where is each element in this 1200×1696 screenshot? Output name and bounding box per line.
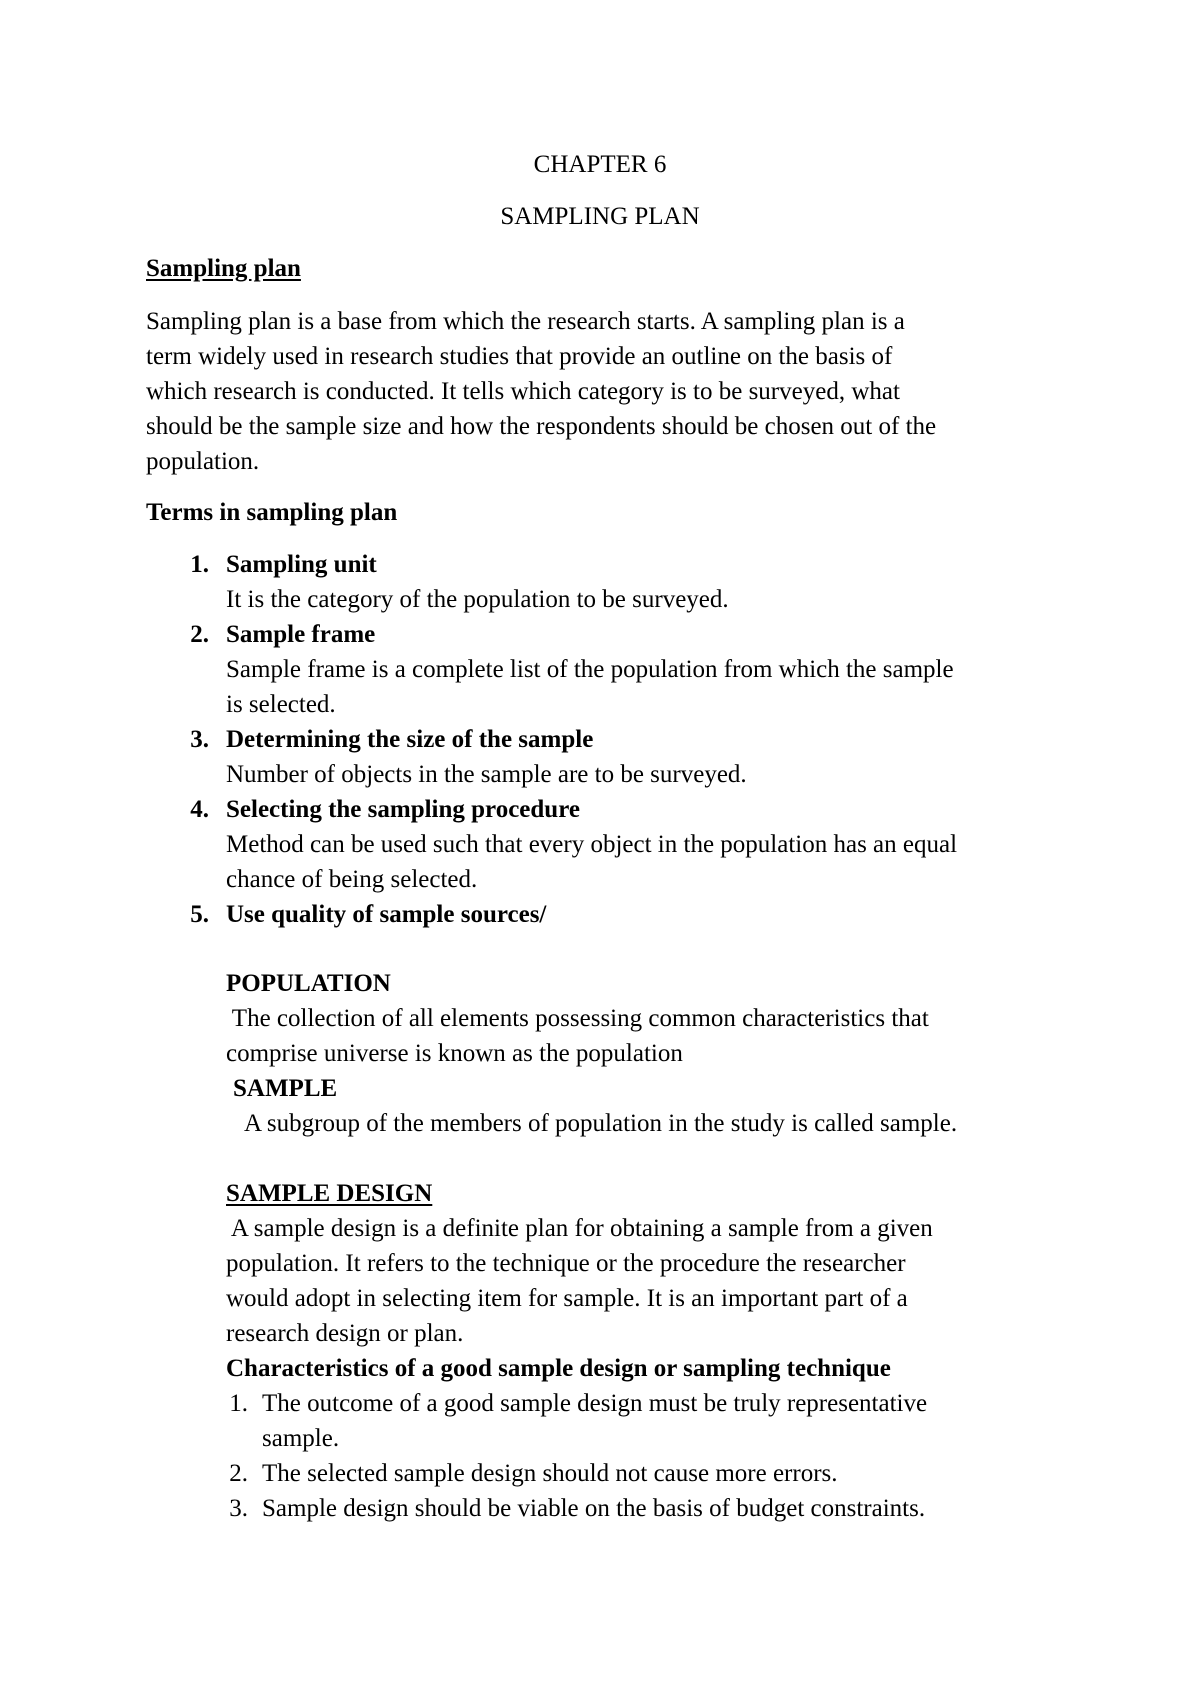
sampling-plan-line: Sampling plan is a base from which the research starts. A sampling plan is a bbox=[146, 308, 905, 335]
sampling-plan-line: population. bbox=[146, 448, 260, 475]
term-description: It is the category of the population to be surveyed. bbox=[226, 586, 729, 613]
list-number: 3. bbox=[229, 1495, 248, 1522]
term-title: Sample frame bbox=[226, 621, 376, 648]
term-title: Use quality of sample sources/ bbox=[226, 901, 547, 928]
list-number: 1. bbox=[190, 551, 209, 578]
term-description: Number of objects in the sample are to be surveyed. bbox=[226, 761, 747, 788]
list-number: 5. bbox=[190, 901, 209, 928]
sample-design-line: A sample design is a definite plan for obtaining a sample from a given bbox=[226, 1215, 933, 1242]
population-heading: POPULATION bbox=[226, 970, 391, 997]
characteristic-line: The outcome of a good sample design must be truly representative bbox=[262, 1390, 928, 1417]
sample-design-line: population. It refers to the technique or the procedure the researcher bbox=[226, 1250, 906, 1277]
sampling-plan-line: should be the sample size and how the respondents should be chosen out of the bbox=[146, 413, 937, 440]
sampling-plan-heading: Sampling plan bbox=[146, 255, 301, 282]
chapter-label: CHAPTER 6 bbox=[533, 151, 667, 178]
sampling-plan-line: which research is conducted. It tells which category is to be surveyed, what bbox=[146, 378, 900, 405]
term-title: Selecting the sampling procedure bbox=[226, 796, 580, 823]
characteristic-line: Sample design should be viable on the basis of budget constraints. bbox=[262, 1495, 926, 1522]
term-description: is selected. bbox=[226, 691, 336, 718]
sample-heading: SAMPLE bbox=[233, 1075, 338, 1102]
sample-design-line: would adopt in selecting item for sample. It is an important part of a bbox=[226, 1285, 908, 1312]
chapter-title: SAMPLING PLAN bbox=[500, 203, 700, 230]
terms-heading: Terms in sampling plan bbox=[146, 499, 398, 526]
term-description: Sample frame is a complete list of the population from which the sample bbox=[226, 656, 954, 683]
sample-design-heading: SAMPLE DESIGN bbox=[226, 1180, 433, 1207]
list-number: 2. bbox=[229, 1460, 248, 1487]
list-number: 1. bbox=[229, 1390, 248, 1417]
sample-line: A subgroup of the members of population in the study is called sample. bbox=[244, 1110, 958, 1137]
characteristics-heading: Characteristics of a good sample design or sampling technique bbox=[226, 1355, 891, 1382]
term-title: Determining the size of the sample bbox=[226, 726, 594, 753]
sampling-plan-line: term widely used in research studies that provide an outline on the basis of bbox=[146, 343, 893, 370]
characteristic-line: sample. bbox=[262, 1425, 340, 1452]
list-number: 2. bbox=[190, 621, 209, 648]
list-number: 3. bbox=[190, 726, 209, 753]
list-number: 4. bbox=[190, 796, 209, 823]
population-line: The collection of all elements possessing common characteristics that bbox=[226, 1005, 929, 1032]
sample-design-line: research design or plan. bbox=[226, 1320, 464, 1347]
term-description: chance of being selected. bbox=[226, 866, 478, 893]
population-line: comprise universe is known as the population bbox=[226, 1040, 683, 1067]
characteristic-line: The selected sample design should not cause more errors. bbox=[262, 1460, 838, 1487]
term-title: Sampling unit bbox=[226, 551, 377, 578]
term-description: Method can be used such that every object in the population has an equal bbox=[226, 831, 958, 858]
